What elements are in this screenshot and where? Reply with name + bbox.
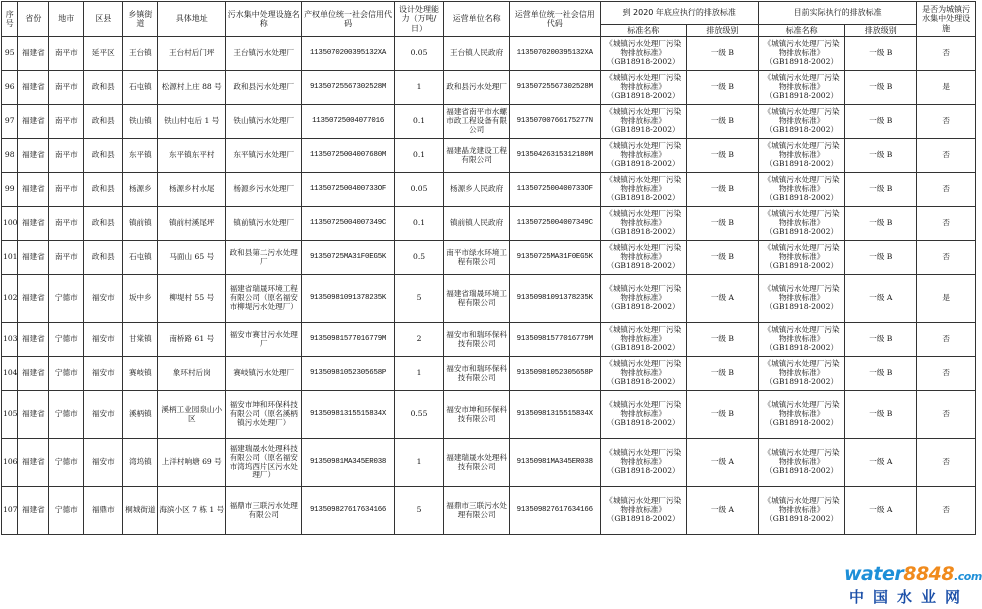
cell-facility: 政和县污水处理厂 [226,71,302,105]
table-row [2,487,976,535]
cell-cur-level: 一级 B [845,357,917,391]
cell-address: 上洋村响塘 69 号 [158,439,226,487]
cell-capacity: 0.1 [394,105,443,139]
cell-province: 福建省 [18,439,49,487]
cell-seq: 107 [2,487,18,535]
table-row [2,275,976,323]
table-body [2,37,976,535]
cell-capacity: 0.1 [394,139,443,173]
cell-town: 石屯镇 [123,71,158,105]
cell-cur-level: 一级 B [845,105,917,139]
cell-owner-code: 1135070200395132XA [302,37,395,71]
cell-operator: 福建省瑞晟环境工程有限公司 [444,275,510,323]
cell-operator: 镇前镇人民政府 [444,207,510,241]
cell-city: 南平市 [49,207,84,241]
header-seq: 序号 [2,2,18,37]
cell-is-town: 是 [917,275,976,323]
cell-cur-level: 一级 B [845,241,917,275]
sewage-facility-table [1,1,976,535]
cell-province: 福建省 [18,207,49,241]
cell-seq: 99 [2,173,18,207]
cell-owner-code: 91350981315515834X [302,391,395,439]
cell-cur-name: 《城镇污水处理厂污染物排放标准》（GB18918-2002） [758,487,844,535]
cell-operator-code: 91350725567302528M [510,71,601,105]
cell-town: 赛岐镇 [123,357,158,391]
cell-cur-name: 《城镇污水处理厂污染物排放标准》（GB18918-2002） [758,241,844,275]
cell-facility: 铁山镇污水处理厂 [226,105,302,139]
cell-operator-code: 91350725MA31F0EG5K [510,241,601,275]
cell-capacity: 1 [394,357,443,391]
header-operator-code: 运营单位统一社会信用代码 [510,2,601,37]
cell-city: 宁德市 [49,439,84,487]
cell-cur-level: 一级 B [845,139,917,173]
cell-capacity: 1 [394,71,443,105]
cell-address: 东平镇东平村 [158,139,226,173]
cell-std-name: 《城镇污水处理厂污染物排放标准》（GB18918-2002） [600,357,686,391]
cell-cur-name: 《城镇污水处理厂污染物排放标准》（GB18918-2002） [758,71,844,105]
cell-seq: 98 [2,139,18,173]
cell-operator: 福建瑞晟水处理科技有限公司 [444,439,510,487]
cell-facility: 政和县第二污水处理厂 [226,241,302,275]
cell-operator: 福安市和瑞环保科技有限公司 [444,357,510,391]
cell-seq: 100 [2,207,18,241]
cell-std-level: 一级 A [686,275,758,323]
cell-district: 政和县 [84,207,123,241]
header-town: 乡镇街道 [123,2,158,37]
cell-seq: 103 [2,323,18,357]
cell-address: 海滨小区 7 栋 1 号 [158,487,226,535]
cell-owner-code: 91350981MA345ER038 [302,439,395,487]
cell-operator-code: 91350981577016779M [510,323,601,357]
cell-is-town: 否 [917,357,976,391]
cell-cur-name: 《城镇污水处理厂污染物排放标准》（GB18918-2002） [758,207,844,241]
cell-capacity: 0.05 [394,37,443,71]
cell-province: 福建省 [18,275,49,323]
cell-cur-level: 一级 A [845,439,917,487]
cell-owner-code: 91350981052305658P [302,357,395,391]
cell-district: 福安市 [84,439,123,487]
cell-std-name: 《城镇污水处理厂污染物排放标准》（GB18918-2002） [600,173,686,207]
cell-capacity: 0.05 [394,173,443,207]
header-current-group: 目前实际执行的排放标准 [758,2,916,25]
cell-cur-name: 《城镇污水处理厂污染物排放标准》（GB18918-2002） [758,357,844,391]
cell-std-name: 《城镇污水处理厂污染物排放标准》（GB18918-2002） [600,71,686,105]
cell-facility: 东平镇污水处理厂 [226,139,302,173]
cell-city: 宁德市 [49,487,84,535]
cell-district: 福安市 [84,323,123,357]
table-row [2,439,976,487]
cell-std-name: 《城镇污水处理厂污染物排放标准》（GB18918-2002） [600,323,686,357]
cell-address: 铁山村屯后 1 号 [158,105,226,139]
cell-province: 福建省 [18,139,49,173]
cell-town: 铁山镇 [123,105,158,139]
cell-town: 东平镇 [123,139,158,173]
cell-cur-name: 《城镇污水处理厂污染物排放标准》（GB18918-2002） [758,323,844,357]
cell-cur-name: 《城镇污水处理厂污染物排放标准》（GB18918-2002） [758,139,844,173]
cell-capacity: 0.55 [394,391,443,439]
watermark-brand-a: water [844,563,904,585]
cell-std-level: 一级 B [686,105,758,139]
cell-operator-code: 11350725004007349C [510,207,601,241]
cell-district: 政和县 [84,71,123,105]
cell-facility: 福鼎市三联污水处理有限公司 [226,487,302,535]
cell-operator: 福鼎市三联污水处理有限公司 [444,487,510,535]
cell-std-level: 一级 A [686,487,758,535]
cell-operator: 南平市绿水环境工程有限公司 [444,241,510,275]
cell-cur-name: 《城镇污水处理厂污染物排放标准》（GB18918-2002） [758,439,844,487]
header-capacity: 设计处理能力（万吨/日） [394,2,443,37]
cell-capacity: 0.1 [394,207,443,241]
table-row [2,71,976,105]
cell-operator-code: 1135070200395132XA [510,37,601,71]
cell-cur-level: 一级 B [845,323,917,357]
cell-is-town: 否 [917,139,976,173]
cell-district: 延平区 [84,37,123,71]
cell-facility: 王台镇污水处理厂 [226,37,302,71]
cell-operator-code: 1135072500400733OF [510,173,601,207]
cell-capacity: 0.5 [394,241,443,275]
cell-std-level: 一级 B [686,241,758,275]
cell-std-level: 一级 B [686,139,758,173]
header-province: 省份 [18,2,49,37]
cell-std-name: 《城镇污水处理厂污染物排放标准》（GB18918-2002） [600,139,686,173]
table-row [2,105,976,139]
table-row [2,37,976,71]
cell-operator-code: 913509827617634166 [510,487,601,535]
cell-operator-code: 91350700766175277N [510,105,601,139]
cell-cur-level: 一级 B [845,207,917,241]
cell-town: 石屯镇 [123,241,158,275]
watermark-brand-c: .com [954,570,982,583]
cell-facility: 镇前镇污水处理厂 [226,207,302,241]
cell-town: 湾坞镇 [123,439,158,487]
cell-owner-code: 91350725567302528M [302,71,395,105]
cell-city: 南平市 [49,105,84,139]
cell-std-name: 《城镇污水处理厂污染物排放标准》（GB18918-2002） [600,391,686,439]
cell-is-town: 否 [917,207,976,241]
watermark-tagline: 中国水业网 [848,588,969,606]
cell-capacity: 5 [394,487,443,535]
cell-cur-level: 一级 B [845,71,917,105]
cell-std-level: 一级 B [686,323,758,357]
cell-owner-code: 11350725004007349C [302,207,395,241]
cell-cur-name: 《城镇污水处理厂污染物排放标准》（GB18918-2002） [758,391,844,439]
cell-std-name: 《城镇污水处理厂污染物排放标准》（GB18918-2002） [600,439,686,487]
header-std-level: 排放级别 [686,25,758,37]
cell-province: 福建省 [18,357,49,391]
header-operator: 运营单位名称 [444,2,510,37]
cell-address: 象环村后岗 [158,357,226,391]
watermark-brand-b: 8848 [903,563,955,585]
cell-capacity: 1 [394,439,443,487]
cell-seq: 101 [2,241,18,275]
cell-seq: 106 [2,439,18,487]
cell-cur-name: 《城镇污水处理厂污染物排放标准》（GB18918-2002） [758,37,844,71]
cell-province: 福建省 [18,487,49,535]
table-row [2,357,976,391]
cell-std-name: 《城镇污水处理厂污染物排放标准》（GB18918-2002） [600,275,686,323]
cell-std-level: 一级 B [686,391,758,439]
header-std-name: 标准名称 [600,25,686,37]
cell-city: 南平市 [49,71,84,105]
watermark-logo [844,563,982,607]
cell-std-level: 一级 B [686,71,758,105]
cell-city: 南平市 [49,173,84,207]
cell-cur-name: 《城镇污水处理厂污染物排放标准》（GB18918-2002） [758,173,844,207]
cell-town: 甘棠镇 [123,323,158,357]
cell-city: 南平市 [49,37,84,71]
cell-district: 政和县 [84,173,123,207]
table-row [2,391,976,439]
cell-facility: 赛岐镇污水处理厂 [226,357,302,391]
cell-cur-level: 一级 A [845,487,917,535]
cell-facility: 福建瑞晟水处理科技有限公司（原名福安市湾坞西片区污水处理厂） [226,439,302,487]
table-row [2,139,976,173]
cell-town: 坂中乡 [123,275,158,323]
header-owner-code: 产权单位统一社会信用代码 [302,2,395,37]
cell-address: 柳堤村 55 号 [158,275,226,323]
cell-address: 王台村后门坪 [158,37,226,71]
cell-district: 福安市 [84,275,123,323]
cell-town: 杨源乡 [123,173,158,207]
cell-district: 福鼎市 [84,487,123,535]
cell-seq: 105 [2,391,18,439]
cell-std-name: 《城镇污水处理厂污染物排放标准》（GB18918-2002） [600,37,686,71]
cell-address: 杨源乡村水尾 [158,173,226,207]
cell-cur-level: 一级 B [845,37,917,71]
cell-std-level: 一级 B [686,207,758,241]
cell-is-town: 否 [917,173,976,207]
cell-cur-name: 《城镇污水处理厂污染物排放标准》（GB18918-2002） [758,105,844,139]
cell-is-town: 否 [917,323,976,357]
cell-owner-code: 1135072500400733OF [302,173,395,207]
header-cur-name: 标准名称 [758,25,844,37]
header-facility: 污水集中处理设施名称 [226,2,302,37]
header-city: 地市 [49,2,84,37]
cell-province: 福建省 [18,173,49,207]
cell-province: 福建省 [18,323,49,357]
cell-owner-code: 913509827617634166 [302,487,395,535]
cell-province: 福建省 [18,105,49,139]
cell-operator-code: 91350981MA345ER038 [510,439,601,487]
cell-address: 马面山 65 号 [158,241,226,275]
cell-city: 南平市 [49,241,84,275]
cell-city: 宁德市 [49,275,84,323]
cell-std-name: 《城镇污水处理厂污染物排放标准》（GB18918-2002） [600,207,686,241]
cell-facility: 福安市坤和环保科技有限公司（原名溪柄镇污水处理厂） [226,391,302,439]
cell-is-town: 否 [917,105,976,139]
header-is-town: 是否为城镇污水集中处理设施 [917,2,976,37]
cell-facility: 杨源乡污水处理厂 [226,173,302,207]
cell-town: 镇前镇 [123,207,158,241]
cell-cur-level: 一级 A [845,275,917,323]
cell-is-town: 否 [917,439,976,487]
table-row [2,207,976,241]
cell-district: 福安市 [84,357,123,391]
cell-operator-code: 91350981052305658P [510,357,601,391]
header-std-2020-group: 到 2020 年底应执行的排放标准 [600,2,758,25]
cell-seq: 95 [2,37,18,71]
table-row [2,173,976,207]
cell-operator-code: 91350981315515834X [510,391,601,439]
cell-city: 南平市 [49,139,84,173]
cell-cur-level: 一级 B [845,391,917,439]
cell-operator: 福建晶龙建设工程有限公司 [444,139,510,173]
cell-is-town: 否 [917,487,976,535]
cell-is-town: 否 [917,37,976,71]
cell-address: 松源村上庄 88 号 [158,71,226,105]
cell-owner-code: 91350981577016779M [302,323,395,357]
cell-capacity: 2 [394,323,443,357]
cell-operator: 福安市坤和环保科技有限公司 [444,391,510,439]
cell-is-town: 是 [917,71,976,105]
cell-operator: 王台镇人民政府 [444,37,510,71]
cell-std-level: 一级 A [686,439,758,487]
cell-is-town: 否 [917,241,976,275]
cell-district: 政和县 [84,241,123,275]
cell-cur-level: 一级 B [845,173,917,207]
cell-cur-name: 《城镇污水处理厂污染物排放标准》（GB18918-2002） [758,275,844,323]
cell-owner-code: 91350981091378235K [302,275,395,323]
cell-seq: 104 [2,357,18,391]
cell-std-name: 《城镇污水处理厂污染物排放标准》（GB18918-2002） [600,487,686,535]
cell-facility: 福建省瑞晟环境工程有限公司（原名福安市柳堤污水处理厂） [226,275,302,323]
cell-operator: 福建省南平市水螺市政工程设备有限公司 [444,105,510,139]
cell-town: 桐城街道 [123,487,158,535]
cell-std-level: 一级 B [686,357,758,391]
table-row [2,241,976,275]
cell-town: 溪柄镇 [123,391,158,439]
cell-is-town: 否 [917,391,976,439]
cell-address: 南桥路 61 号 [158,323,226,357]
cell-address: 镇前村溪尾坪 [158,207,226,241]
cell-std-level: 一级 B [686,37,758,71]
cell-operator-code: 91350426315312180M [510,139,601,173]
cell-capacity: 5 [394,275,443,323]
cell-owner-code: 91350725MA31F0EG5K [302,241,395,275]
cell-town: 王台镇 [123,37,158,71]
cell-city: 宁德市 [49,357,84,391]
cell-district: 福安市 [84,391,123,439]
cell-std-level: 一级 B [686,173,758,207]
cell-std-name: 《城镇污水处理厂污染物排放标准》（GB18918-2002） [600,241,686,275]
cell-seq: 102 [2,275,18,323]
cell-address: 溪柄工业园泉山小区 [158,391,226,439]
cell-operator-code: 91350981091378235K [510,275,601,323]
cell-operator: 政和县污水处理厂 [444,71,510,105]
cell-owner-code: 11350725004077016 [302,105,395,139]
header-district: 区县 [84,2,123,37]
header-cur-level: 排放级别 [845,25,917,37]
cell-seq: 97 [2,105,18,139]
cell-owner-code: 11350725004007680M [302,139,395,173]
cell-operator: 杨源乡人民政府 [444,173,510,207]
cell-province: 福建省 [18,241,49,275]
header-address: 具体地址 [158,2,226,37]
cell-city: 宁德市 [49,391,84,439]
cell-seq: 96 [2,71,18,105]
table-row [2,323,976,357]
cell-district: 政和县 [84,105,123,139]
cell-district: 政和县 [84,139,123,173]
watermark-brand [844,563,982,588]
cell-city: 宁德市 [49,323,84,357]
cell-operator: 福安市和瑞环保科技有限公司 [444,323,510,357]
cell-province: 福建省 [18,37,49,71]
cell-province: 福建省 [18,71,49,105]
cell-province: 福建省 [18,391,49,439]
cell-facility: 福安市赛甘污水处理厂 [226,323,302,357]
cell-std-name: 《城镇污水处理厂污染物排放标准》（GB18918-2002） [600,105,686,139]
